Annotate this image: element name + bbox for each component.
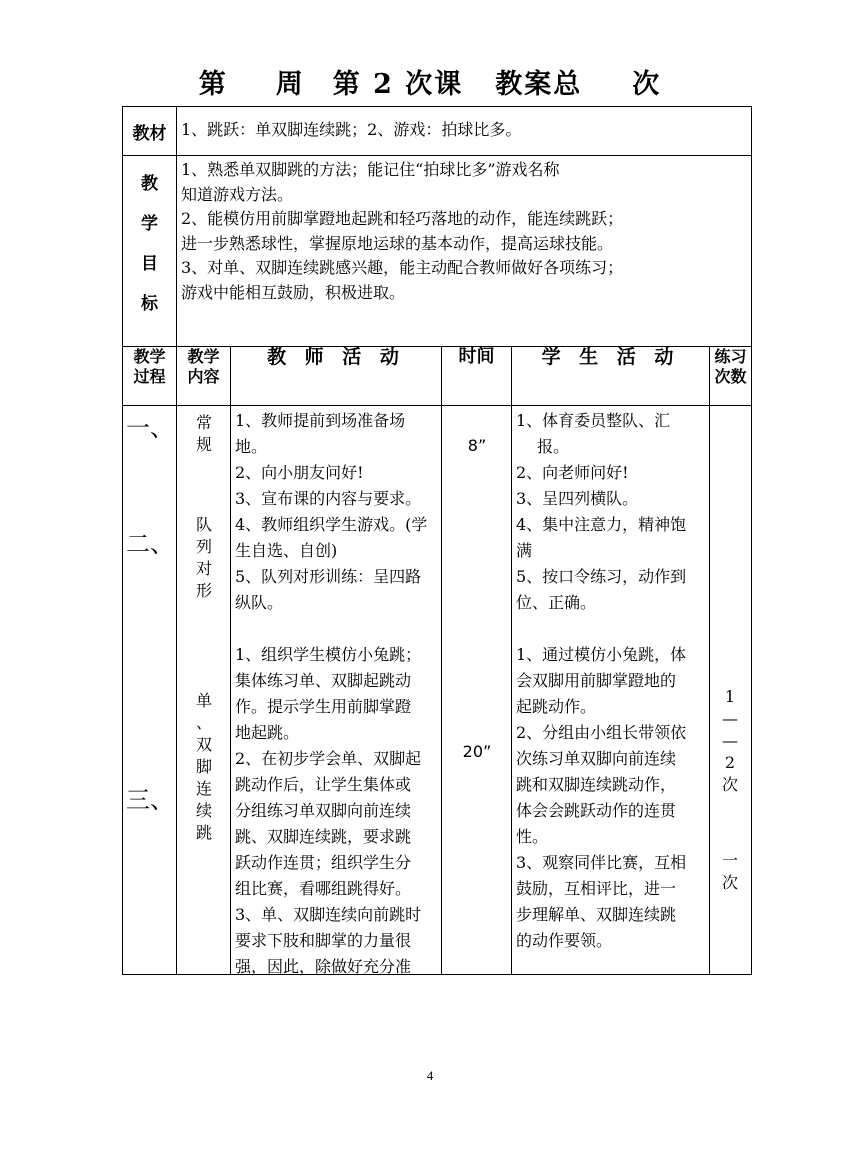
teacher-line: 2、向小朋友问好! bbox=[235, 463, 364, 482]
goals-row bbox=[123, 156, 752, 347]
goal-line: 游戏中能相互鼓励，积极进取。 bbox=[181, 282, 406, 302]
teacher-line: 分组练习单双脚向前连续 bbox=[235, 801, 412, 820]
stage-two: 二、 bbox=[126, 530, 174, 558]
teacher-line: 作。提示学生用前脚掌蹬 bbox=[235, 697, 412, 716]
spacer bbox=[516, 616, 707, 642]
content-char: 规 bbox=[195, 435, 212, 454]
teacher-line: 3、宣布课的内容与要求。 bbox=[235, 489, 422, 508]
content-formation bbox=[177, 514, 231, 602]
goal-line: 1、熟悉单双脚跳的方法；能记住“拍球比多”游戏名称 bbox=[181, 160, 560, 179]
page-number: 4 bbox=[426, 1068, 434, 1083]
student-line: 4、集中注意力，精神饱 bbox=[516, 515, 687, 534]
page-title bbox=[0, 62, 860, 101]
student-line: 满 bbox=[516, 541, 533, 560]
table-header-row bbox=[123, 347, 752, 406]
goals-label-char: 标 bbox=[141, 294, 158, 314]
count-char: 次 bbox=[721, 873, 738, 892]
count-char: — bbox=[722, 709, 738, 728]
teacher-line: 4、教师组织学生游戏。(学 bbox=[235, 515, 428, 534]
content-char: 跳 bbox=[195, 823, 212, 842]
teacher-line: 跃动作连贯；组织学生分 bbox=[235, 853, 412, 872]
teacher-line: 地。 bbox=[235, 437, 268, 456]
content-char: 双 bbox=[195, 735, 212, 754]
teacher-line: 跳、双脚连续跳，要求跳 bbox=[235, 827, 412, 846]
header-process-line: 教学 bbox=[133, 347, 166, 366]
student-line: 位、正确。 bbox=[516, 593, 597, 612]
student-line: 性。 bbox=[516, 827, 549, 846]
title-total: 教案总 bbox=[495, 69, 583, 100]
student-line: 2、分组由小组长带领依 bbox=[516, 723, 687, 742]
header-content bbox=[177, 347, 231, 406]
content-char: 形 bbox=[195, 581, 212, 600]
student-line: 1、通过模仿小兔跳，体 bbox=[516, 645, 687, 664]
student-line: 次练习单双脚向前连续 bbox=[516, 749, 677, 768]
header-time: 时间 bbox=[442, 347, 512, 406]
header-process-line: 过程 bbox=[133, 367, 166, 386]
student-line: 体会会跳跃动作的连贯 bbox=[516, 801, 677, 820]
time-value: 20” bbox=[462, 742, 492, 761]
goals-label-char: 学 bbox=[141, 214, 158, 234]
teacher-line: 集体练习单、双脚起跳动 bbox=[235, 671, 412, 690]
content-cell bbox=[177, 406, 231, 975]
count-a bbox=[710, 686, 750, 796]
stage-three: 三、 bbox=[126, 786, 174, 814]
student-line: 2、向老师问好! bbox=[516, 463, 629, 482]
spacer bbox=[235, 616, 439, 642]
title-lesson: 第 2 次课 bbox=[332, 69, 464, 100]
goals-label bbox=[123, 156, 177, 347]
student-line: 起跳动作。 bbox=[516, 697, 597, 716]
content-char: 列 bbox=[195, 537, 212, 556]
material-label: 教材 bbox=[123, 107, 177, 156]
header-count bbox=[710, 347, 752, 406]
header-teacher: 教 师 活 动 bbox=[231, 347, 442, 406]
count-char: 1 bbox=[724, 687, 736, 706]
header-student: 学 生 活 动 bbox=[512, 347, 710, 406]
time-cell bbox=[442, 406, 512, 975]
stage-one: 一、 bbox=[126, 414, 174, 442]
content-char: 队 bbox=[195, 515, 212, 534]
student-line: 5、按口令练习，动作到 bbox=[516, 567, 687, 586]
goals-label-char: 教 bbox=[141, 174, 158, 194]
teacher-line: 强，因此，除做好充分准 bbox=[235, 957, 412, 976]
title-times: 次 bbox=[632, 69, 662, 100]
count-char: 一 bbox=[721, 851, 738, 870]
content-char: 脚 bbox=[195, 757, 212, 776]
teacher-line: 生自选、自创) bbox=[235, 541, 338, 560]
table-body-row bbox=[123, 406, 752, 975]
header-count-line: 练习 bbox=[714, 347, 747, 366]
material-text: 1、跳跃：单双脚连续跳；2、游戏：拍球比多。 bbox=[181, 120, 522, 139]
teacher-line: 纵队。 bbox=[235, 593, 284, 612]
teacher-line: 跳动作后，让学生集体或 bbox=[235, 775, 412, 794]
content-char: 续 bbox=[195, 801, 212, 820]
count-char: 2 bbox=[724, 753, 736, 772]
content-routine bbox=[177, 412, 231, 456]
teacher-line: 1、教师提前到场准备场 bbox=[235, 411, 406, 430]
count-cell bbox=[710, 406, 752, 975]
count-char: 次 bbox=[721, 775, 738, 794]
teacher-line: 1、组织学生模仿小兔跳； bbox=[235, 645, 422, 664]
goal-line: 3、对单、双脚连续跳感兴趣，能主动配合教师做好各项练习； bbox=[181, 258, 624, 277]
content-char: 单 bbox=[195, 691, 212, 710]
material-row bbox=[123, 107, 752, 156]
goal-line: 2、能模仿用前脚掌蹬地起跳和轻巧落地的动作，能连续跳跃； bbox=[181, 209, 624, 228]
student-line: 报。 bbox=[516, 437, 570, 456]
goals-cell bbox=[177, 156, 752, 347]
teacher-line: 5、队列对形训练：呈四路 bbox=[235, 567, 422, 586]
lesson-plan-table bbox=[122, 106, 752, 975]
teacher-line: 3、单、双脚连续向前跳时 bbox=[235, 905, 422, 924]
student-line: 1、体育委员整队、汇 bbox=[516, 411, 671, 430]
content-char: 、 bbox=[195, 713, 212, 732]
student-line: 跳和双脚连续跳动作， bbox=[516, 775, 677, 794]
content-char: 常 bbox=[195, 413, 212, 432]
teacher-activity-cell bbox=[231, 406, 442, 975]
time-value: 8” bbox=[467, 436, 487, 455]
count-char: — bbox=[722, 731, 738, 750]
student-line: 步理解单、双脚连续跳 bbox=[516, 905, 677, 924]
content-jump bbox=[177, 690, 231, 844]
goals-label-char: 目 bbox=[141, 254, 158, 274]
teacher-line: 要求下肢和脚掌的力量很 bbox=[235, 931, 412, 950]
title-week: 第 bbox=[198, 69, 228, 100]
material-cell bbox=[177, 107, 752, 156]
goal-line: 进一步熟悉球性，掌握原地运球的基本动作，提高运球技能。 bbox=[181, 233, 614, 253]
student-activity-cell bbox=[512, 406, 710, 975]
header-content-line: 教学 bbox=[187, 347, 220, 366]
student-line: 鼓励，互相评比，进一 bbox=[516, 879, 677, 898]
teacher-line: 地起跳。 bbox=[235, 723, 300, 742]
student-line: 会双脚用前脚掌蹬地的 bbox=[516, 671, 677, 690]
content-char: 对 bbox=[195, 559, 212, 578]
header-count-line: 次数 bbox=[714, 367, 747, 386]
teacher-line: 2、在初步学会单、双脚起 bbox=[235, 749, 422, 768]
title-week-unit: 周 bbox=[275, 69, 305, 100]
process-cell bbox=[123, 406, 177, 975]
content-char: 连 bbox=[195, 779, 212, 798]
student-line: 的动作要领。 bbox=[516, 931, 613, 950]
header-content-line: 内容 bbox=[187, 367, 220, 386]
student-line: 3、观察同伴比赛，互相 bbox=[516, 853, 687, 872]
teacher-line: 组比赛，看哪组跳得好。 bbox=[235, 879, 412, 898]
header-process bbox=[123, 347, 177, 406]
student-line: 3、呈四列横队。 bbox=[516, 489, 639, 508]
count-b bbox=[710, 850, 750, 894]
goal-line: 知道游戏方法。 bbox=[181, 184, 294, 204]
